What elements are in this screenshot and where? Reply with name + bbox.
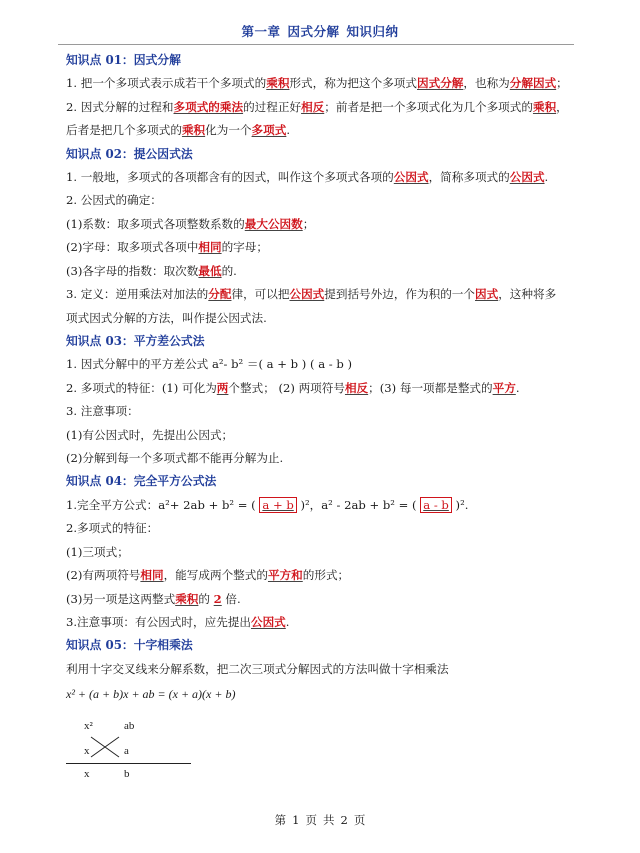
text-run: (3)各字母的指数：取次数 [66, 264, 199, 278]
keyword-answer: 分配 [208, 287, 232, 301]
page-footer: 第 1 页 共 2 页 [274, 813, 366, 827]
text-line [66, 192, 162, 208]
text-run: 1. 把一个多项式表示成若干个多项式的 [66, 76, 267, 90]
text-run: )². [451, 498, 469, 512]
cross-diagram-mid-left: x [84, 745, 90, 757]
section-heading [66, 146, 193, 162]
text-run: (1)系数：取多项式各项整数系数的 [66, 217, 245, 231]
keyword-answer: 公因式 [509, 170, 545, 184]
keyword-answer-boxed: a + b [259, 497, 296, 513]
keyword-answer: 因式 [475, 287, 499, 301]
keyword-answer-boxed: a - b [420, 497, 452, 513]
text-line [66, 544, 129, 560]
text-line [66, 99, 568, 115]
text-line [66, 497, 468, 513]
text-run: 3.注意事项：有公因式时，应先提出 [66, 615, 251, 629]
keyword-answer: 分解因式 [509, 76, 557, 90]
text-run: 提到括号外边，作为积的一个 [324, 287, 475, 301]
text-run: 化为一个 [205, 123, 252, 137]
keyword-answer: 平方和 [267, 568, 303, 582]
keyword-answer: 乘积 [532, 100, 557, 114]
text-run: ，也称为 [463, 76, 510, 90]
text-run: ； [302, 217, 315, 231]
text-run: 个整式； (2) 两项符号 [228, 381, 345, 395]
text-run: 的形式； [302, 568, 350, 582]
text-run: 律，可以把 [231, 287, 290, 301]
text-run: 的 [198, 592, 214, 606]
text-run: (1)有公因式时，先提出公因式； [66, 428, 234, 442]
text-line [66, 216, 314, 232]
text-line [66, 520, 158, 536]
chapter-label: 第一章 [241, 24, 281, 39]
text-line [66, 310, 267, 326]
text-line [66, 239, 268, 255]
keyword-answer: 最低 [198, 264, 222, 278]
section-heading [66, 52, 181, 68]
text-run: 2. 因式分解的过程和 [66, 100, 174, 114]
text-run: 2. 公因式的确定： [66, 193, 162, 207]
keyword-answer: 相同 [198, 240, 222, 254]
keyword-answer: 相反 [344, 381, 369, 395]
keyword-answer: 平方 [492, 381, 516, 395]
text-run: 2. 多项式的特征：(1) 可化为 [66, 381, 217, 395]
text-run: 知识点 03：平方差公式法 [66, 334, 205, 348]
text-run: (2)分解到每一个多项式都不能再分解为止. [66, 451, 284, 465]
text-line [66, 263, 237, 279]
text-run: (2)字母：取多项式各项中 [66, 240, 199, 254]
text-line [66, 591, 241, 607]
text-run: 的字母； [221, 240, 268, 254]
total-pages: 2 [340, 813, 348, 827]
cross-diagram-top-right: ab [124, 720, 135, 732]
text-run: 倍. [221, 592, 241, 606]
cross-diagram-bottom-left: x [84, 768, 90, 780]
section-heading [66, 333, 205, 349]
text-line [66, 427, 233, 443]
document-title [0, 22, 640, 40]
text-line [66, 661, 449, 677]
text-run: . [286, 123, 291, 137]
text-line [66, 75, 568, 91]
keyword-answer: 公因式 [250, 615, 286, 629]
keyword-answer: 因式分解 [417, 76, 464, 90]
text-line [66, 286, 556, 302]
title-divider [58, 44, 574, 45]
text-line [66, 169, 548, 185]
keyword-answer: 相同 [140, 568, 164, 582]
text-run: ，能写成两个整式的 [163, 568, 268, 582]
text-run: 形式，称为把这个多项式 [289, 76, 417, 90]
text-run: ；前者是把一个多项式化为几个多项式的 [324, 100, 533, 114]
cross-diagram-baseline [66, 763, 191, 764]
keyword-answer: 乘积 [181, 123, 206, 137]
section-heading [66, 637, 193, 653]
text-run: 1. 因式分解中的平方差公式 a²- b² ＝( a + b ) ( a - b ) [66, 357, 353, 371]
page-number: 1 [292, 813, 300, 827]
text-run: (3)另一项是这两整式 [66, 592, 176, 606]
text-run: (1)三项式； [66, 545, 129, 559]
text-run: ， [556, 100, 568, 114]
cross-diagram-mid-right: a [124, 745, 129, 757]
keyword-answer: 公因式 [393, 170, 429, 184]
text-run: 的过程正好 [243, 100, 302, 114]
text-run: )²，a² - 2ab + b² = ( [296, 498, 421, 512]
text-line [66, 450, 283, 466]
text-run: 3. 注意事项： [66, 404, 139, 418]
text-run: ，简称多项式的 [428, 170, 510, 184]
text-line [66, 380, 520, 396]
text-run: . [544, 170, 549, 184]
subtitle-label: 知识归纳 [346, 24, 399, 39]
topic-label: 因式分解 [287, 24, 340, 39]
text-run: . [515, 381, 520, 395]
text-run: 2.多项式的特征： [66, 521, 159, 535]
text-run: 知识点 05：十字相乘法 [66, 638, 193, 652]
keyword-answer: 公因式 [289, 287, 325, 301]
cross-diagram-top-left: x² [84, 720, 93, 732]
text-run: 利用十字交叉线来分解系数，把二次三项式分解因式的方法叫做十字相乘法 [66, 662, 449, 676]
text-run: 1.完全平方公式：a²+ 2ab + b² = ( [66, 498, 260, 512]
text-line [66, 122, 290, 138]
text-run: 知识点 02：提公因式法 [66, 147, 193, 161]
text-run: 后者是把几个多项式的 [66, 123, 182, 137]
text-run: . [285, 615, 290, 629]
text-run: (2)有两项符号 [66, 568, 141, 582]
keyword-answer: 最大公因数 [244, 217, 303, 231]
cross-multiplication-formula: x² + (a + b)x + ab = (x + a)(x + b) [66, 687, 236, 701]
text-run: ；(3) 每一项都是整式的 [368, 381, 493, 395]
text-run: ； [556, 76, 568, 90]
text-run: 项式因式分解的方法，叫作提公因式法. [66, 311, 267, 325]
keyword-answer: 乘积 [175, 592, 199, 606]
keyword-answer: 2 [213, 592, 222, 606]
text-line [66, 356, 352, 372]
keyword-answer: 两 [216, 381, 229, 395]
text-run: ，这种将多 [498, 287, 557, 301]
keyword-answer: 相反 [301, 100, 325, 114]
keyword-answer: 乘积 [266, 76, 290, 90]
text-run: 知识点 04：完全平方公式法 [66, 474, 217, 488]
cross-diagram-bottom-right: b [124, 768, 130, 780]
text-line [66, 403, 139, 419]
text-run: 1. 一般地，多项式的各项都含有的因式，叫作这个多项式各项的 [66, 170, 394, 184]
cross-lines [88, 734, 122, 762]
keyword-answer: 多项式 [251, 123, 287, 137]
text-line [66, 614, 289, 630]
text-run: 的. [221, 264, 237, 278]
text-run: 3. 定义：逆用乘法对加法的 [66, 287, 209, 301]
section-heading [66, 473, 216, 489]
keyword-answer: 多项式的乘法 [173, 100, 244, 114]
text-run: 知识点 01：因式分解 [66, 53, 181, 67]
text-line [66, 567, 349, 583]
